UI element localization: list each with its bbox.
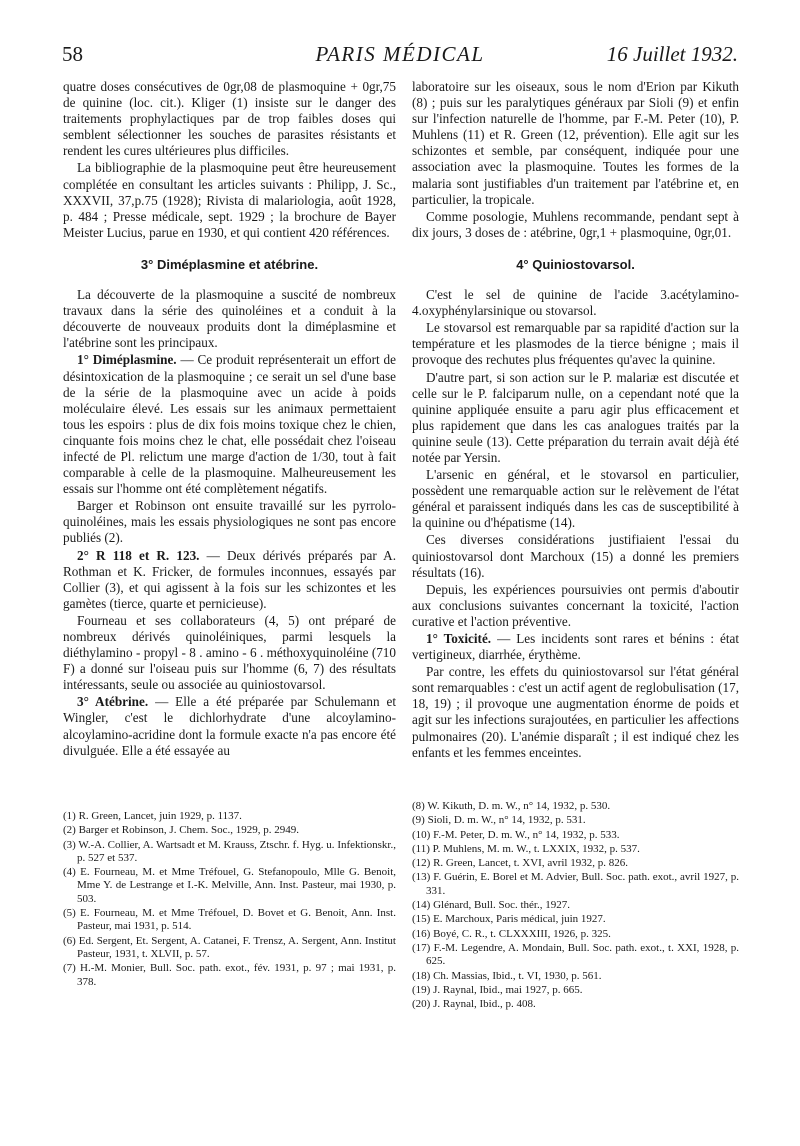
footnote: (10) F.-M. Peter, D. m. W., n° 14, 1932, p. 533. [412,828,620,841]
footnotes-right [412,800,739,1012]
run-in-heading: 1° Toxicité. [426,631,492,646]
paragraph: Le stovarsol est remarquable par sa rapidité d'action sur la température et les plasmodes de la tierce bénigne ; mais il provoque des rechutes plus fréquentes qu'avec la quinine. [412,320,739,368]
footnote: (13) F. Guérin, E. Borel et M. Advier, Bull. Soc. path. exot., avril 1927, p. 331. [412,871,739,897]
paragraph-body: — Deux dérivés préparés par A. Rothman et K. Fricker, de formules inconnues, essayés par Collier (3), et qui agissent à la fois sur les schizontes et les gamètes (tierce, quarte et pernicieuse). [63,547,396,611]
paragraph-body: — Ce produit représenterait un effort de désintoxication de la plasmoquine ; ce serait un sel d'une base de la série de la plasmoquine avec un acide à poids moléculaire élevé. Les essais sur les animaux permettaient tous les espoirs : plus de dix fois moins toxique chez le chien, cinquante fois moins chez le chat, elle possédait chez l'oiseau infecté de Pl. relictum une marge d'action de 1/30, tout à fait comparable à celle de la plasmoquine. Malheureusement les essais sur l'homme ont été complètement négatifs. [63,352,396,497]
footnote: (4) E. Fourneau, M. et Mme Tréfouel, G. Stefanopoulo, Mlle G. Benoit, Mme Y. de Lestrange et I.-K. Melville, Ann. Inst. Pasteur, mai 1930, p. 503. [63,866,396,905]
paragraph [63,548,396,612]
footnote: (15) E. Marchoux, Paris médical, juin 1927. [412,913,606,926]
journal-title: PARIS MÉDICAL [315,42,485,66]
footnote: (14) Glénard, Bull. Soc. thér., 1927. [412,899,570,912]
paragraph: C'est le sel de quinine de l'acide 3.acétylamino-4.oxyphénylarsinique ou stovarsol. [412,287,739,319]
section-heading: 4° Quiniostovarsol. [516,256,635,272]
footnotes-left [63,810,396,990]
footnote: (17) F.-M. Legendre, A. Mondain, Bull. Soc. path. exot., t. XXI, 1928, p. 625. [412,941,739,968]
issue-date: 16 Juillet 1932. [606,42,738,66]
footnote: (12) R. Green, Lancet, t. XVI, avril 1932, p. 826. [412,857,628,870]
paragraph: Depuis, les expériences poursuivies ont permis d'aboutir aux conclusions suivantes concernant la toxicité, l'action curative et l'action préventive. [412,581,739,629]
paragraph [63,352,396,497]
footnote: (3) W.-A. Collier, A. Wartsadt et M. Krauss, Ztschr. f. Hyg. u. Infektionskr., p. 527 et 537. [63,838,396,864]
paragraph [63,694,396,758]
paragraph [412,631,739,663]
footnote: (2) Barger et Robinson, J. Chem. Soc., 1929, p. 2949. [63,824,299,837]
footnote: (20) J. Raynal, Ibid., p. 408. [412,998,536,1011]
footnote: (1) R. Green, Lancet, juin 1929, p. 1137. [63,810,242,822]
footnote: (8) W. Kikuth, D. m. W., n° 14, 1932, p. 530. [412,800,611,812]
paragraph: La bibliographie de la plasmoquine peut être heureusement complétée en consultant les articles suivants : Philipp, J. Sc., XXXVII, 37,p.75 (1928); Rivista di malariologia, août 1928, p. 484 ; Presse médicale, sept. 1929 ; la brochure de Bayer Meister Lucius, parue en 1930, et qui contient 420 références. [63,160,396,240]
paragraph: D'autre part, si son action sur le P. malariæ est discutée et celle sur le P. falciparum nulle, on a cependant noté que la quinine appliquée ensuite a paru agir plus efficacement et plus rapidement que dans les cas analogues traités par la quinine seule (13). Cette préparation du terrain avait déjà été notée par Yersin. [412,369,739,465]
run-in-heading: 3° Atébrine. [77,694,149,710]
section-heading: 3° Diméplasmine et atébrine. [140,256,319,272]
footnote: (5) E. Fourneau, M. et Mme Tréfouel, D. Bovet et G. Benoit, Ann. Inst. Pasteur, mai 1931, p. 514. [63,907,396,933]
paragraph-body: — Les incidents sont rares et bénins : état vertigineux, diarrhée, érythème. [412,631,740,663]
left-column [63,79,396,760]
paragraph: Ces diverses considérations justifiaient l'essai du quiniostovarsol dont Marchoux (15) a donné les premiers résultats (16). [412,532,739,580]
paragraph: Fourneau et ses collaborateurs (4, 5) ont préparé de nombreux dérivés quinoléiniques, parmi lesquels la diéthylamino - propyl - 8 . amino - 6 . méthoxyquinoléine (710 F) a donné sur l'oiseau puis sur l'homme (6, 7) des résultats intéressants, seule ou associée au quiniostovarsol. [63,612,396,693]
footnote: (18) Ch. Massias, Ibid., t. VI, 1930, p. 561. [412,969,602,982]
page-header [62,42,738,72]
paragraph: Comme posologie, Muhlens recommande, pendant sept à dix jours, 3 doses de : atébrine, 0gr,1 + plasmoquine, 0gr,01. [412,208,739,240]
footnote: (6) Ed. Sergent, Et. Sergent, A. Catanei, F. Trensz, A. Sergent, Ann. Institut Pasteur, 1931, t. XLVII, p. 57. [63,934,396,960]
run-in-heading: 1° Diméplasmine. [77,352,177,368]
right-column [412,79,739,762]
paragraph: La découverte de la plasmoquine a suscité de nombreux travaux dans la série des quinoléines et a conduit à la découverte de nouveaux produits dont la diméplasmine et l'atébrine sont les principaux. [63,287,396,351]
paragraph: Barger et Robinson ont ensuite travaillé sur les pyrrolo-quinoléines, mais les essais physiologiques ne sont pas encore publiés (2). [63,498,396,546]
footnote: (9) Sioli, D. m. W., n° 14, 1932, p. 531. [412,814,586,827]
footnote: (19) J. Raynal, Ibid., mai 1927, p. 665. [412,983,583,996]
page-number: 58 [62,42,83,66]
footnote: (16) Boyé, C. R., t. CLXXXIII, 1926, p. 325. [412,927,611,940]
paragraph-body: — Elle a été préparée par Schulemann et Wingler, c'est le dichlorhydrate d'une alcoylamino-alcoylamino-acridine dont la formule exacte n'a pas encore été divulguée. Elle a été essayée au [63,694,396,758]
footnote: (7) H.-M. Monier, Bull. Soc. path. exot., fév. 1931, p. 97 ; mai 1931, p. 378. [63,962,396,988]
paragraph: quatre doses consécutives de 0gr,08 de plasmoquine + 0gr,75 de quinine (loc. cit.). Kliger (1) insiste sur le danger des traitements prophylactiques par de trop faibles doses qui semblent sélectionner les souches de parasites résistants et rendent les cures ultérieures plus difficiles. [63,79,396,159]
paragraph: L'arsenic en général, et le stovarsol en particulier, possèdent une remarquable action sur le relèvement de l'état général et paraissent indiqués dans les cas de susceptibilité à la quinine ou d'hépatisme (14). [412,467,739,531]
run-in-heading: 2° R 118 et R. 123. [77,547,200,563]
paragraph: Par contre, les effets du quiniostovarsol sur l'état général sont remarquables : c'est un actif agent de reglobulisation (17, 18, 19) ; il provoque une augmentation énorme de poids et agit sur les infections surajoutées, en particulier les affections pulmonaires (20). L'anémie disparaît ; il est indiqué chez les enfants et les femmes enceintes. [412,664,739,760]
paragraph: laboratoire sur les oiseaux, sous le nom d'Erion par Kikuth (8) ; puis sur les paralytiques généraux par Sioli (9) et enfin sur l'infection naturelle de l'homme, par F.-M. Peter (10), P. Muhlens (11) et R. Green (12, prévention). Elle agit sur les schizontes et semble, par conséquent, indiquée pour une association avec la plasmoquine. Toutes les formes de la malaria sont justifiables d'un traitement par l'atébrine et, en particulier, la tropicale. [412,79,739,207]
footnote: (11) P. Muhlens, M. m. W., t. LXXIX, 1932, p. 537. [412,842,640,855]
